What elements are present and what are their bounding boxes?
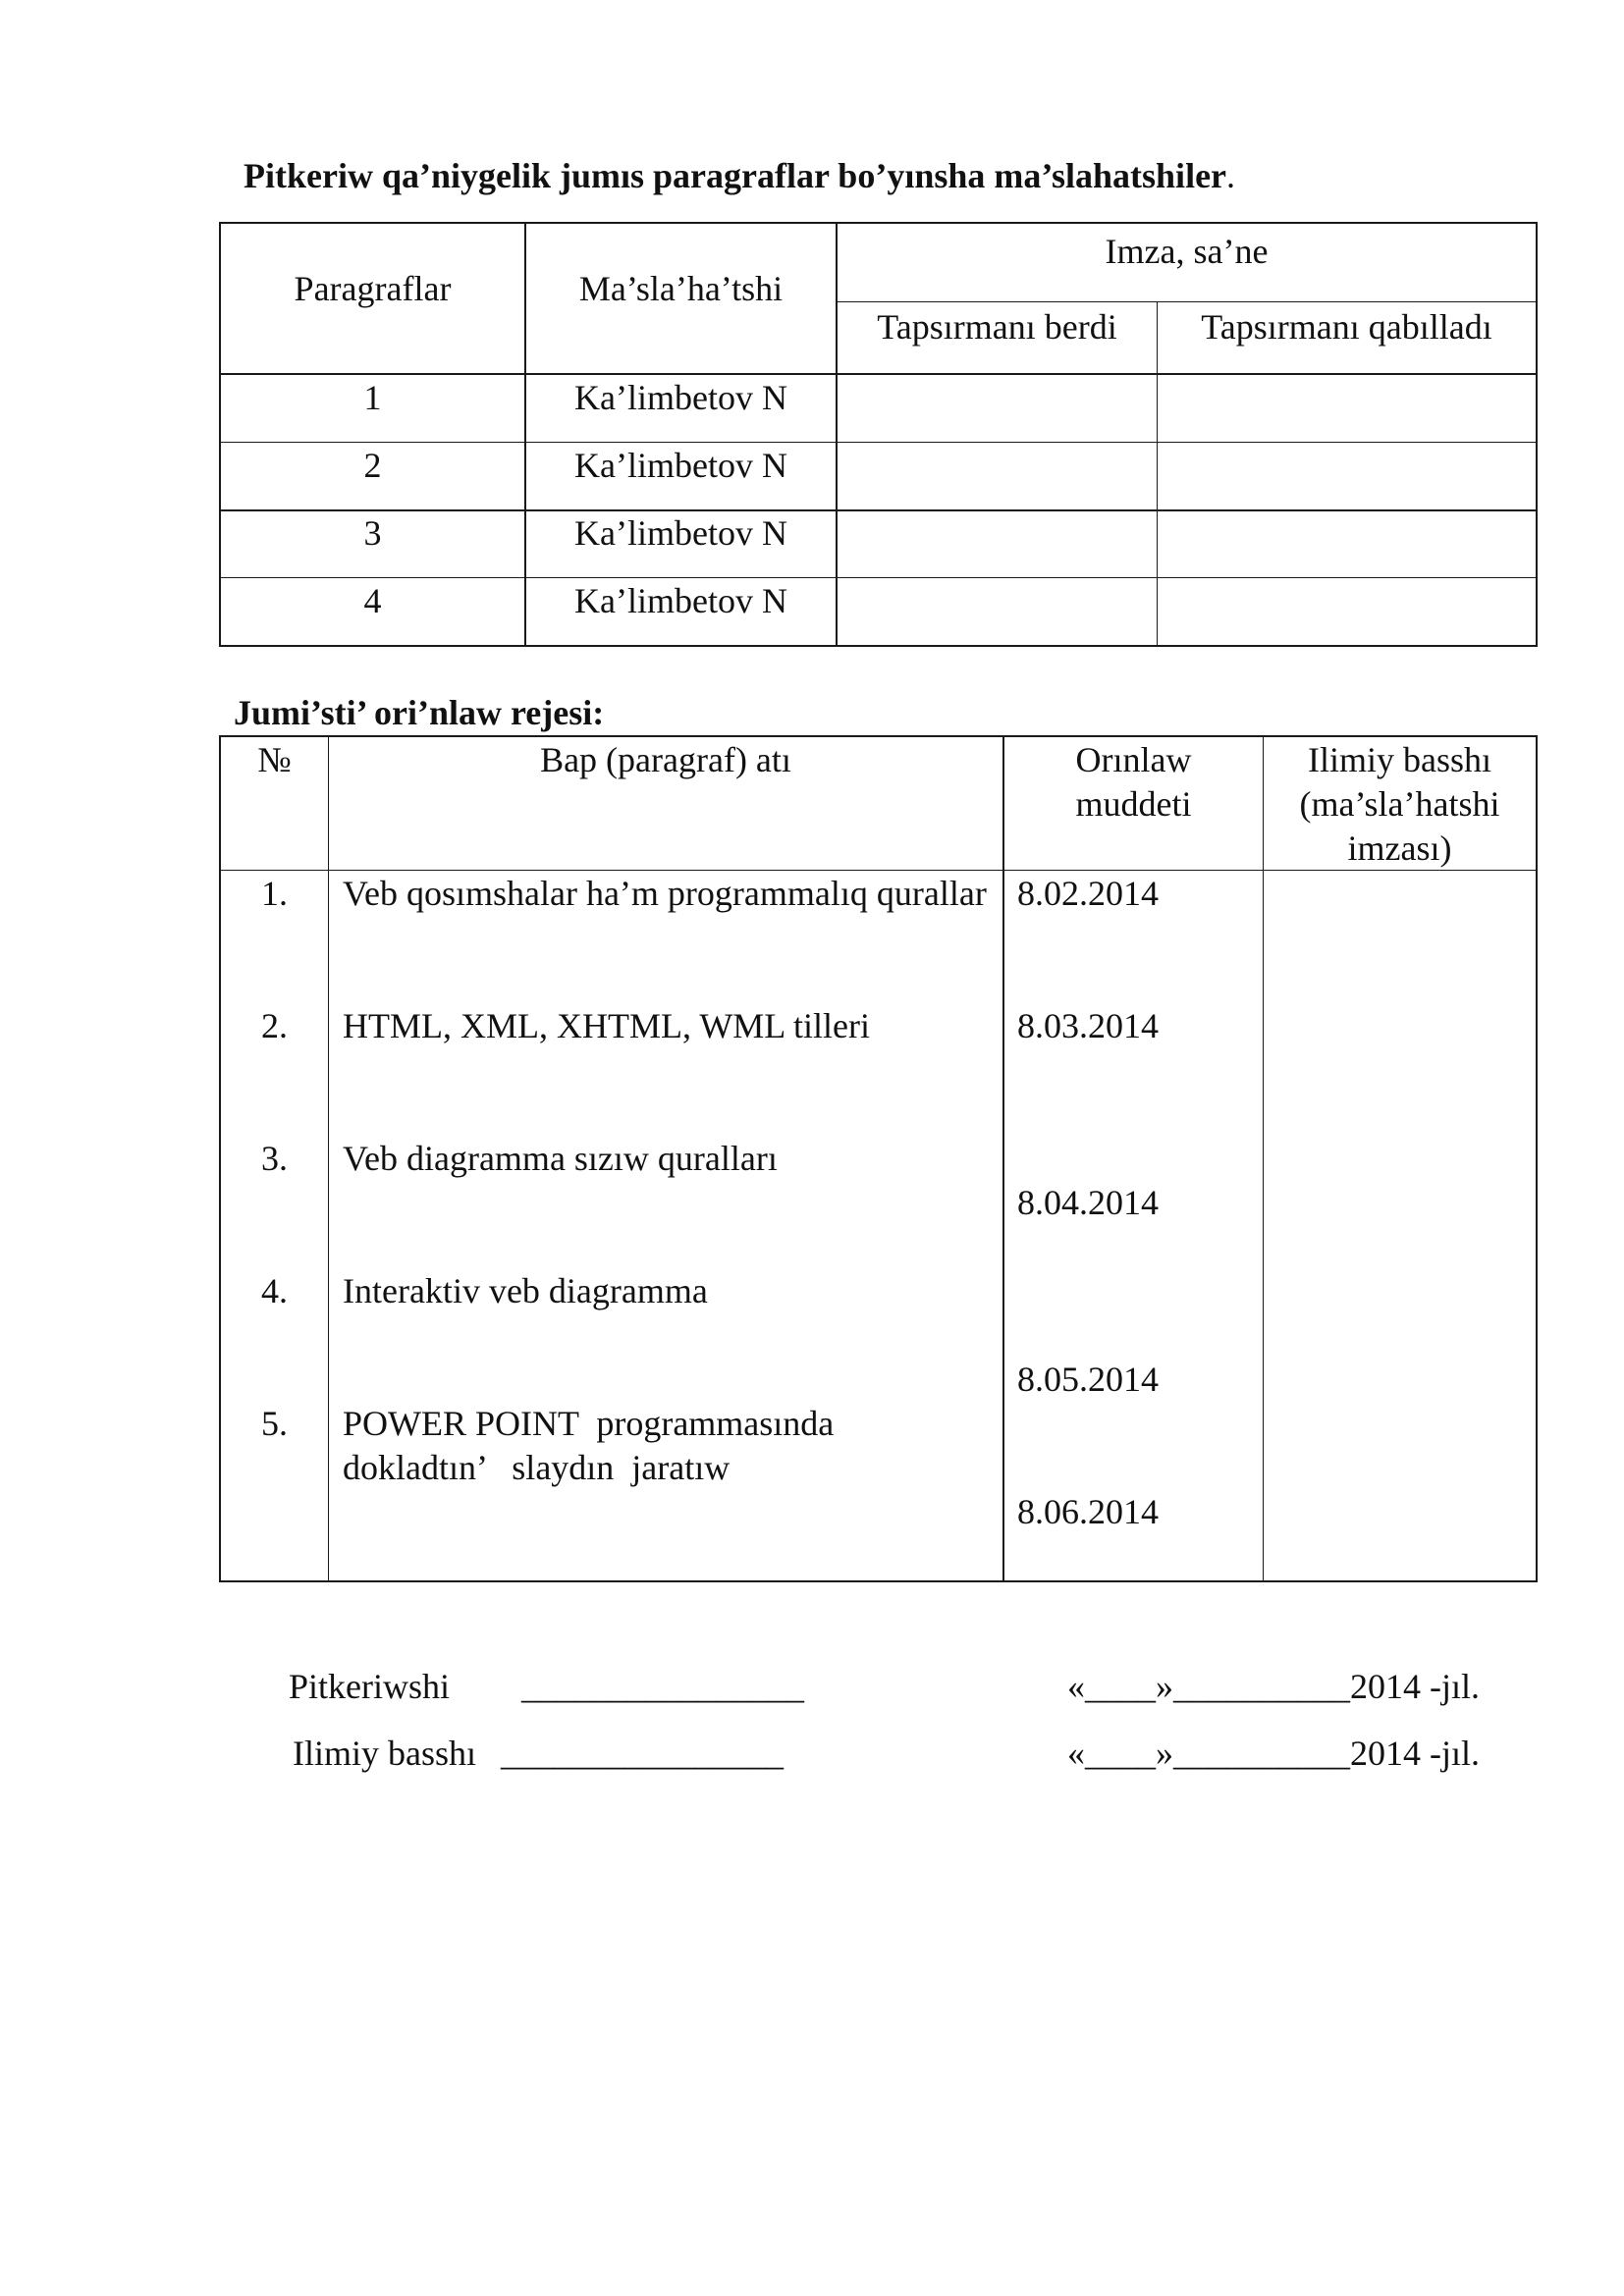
table-row-consultant: Ka’limbetov N xyxy=(574,581,787,620)
supervisor-signature-line: ________________ xyxy=(501,1734,784,1773)
list-item-number: 2. xyxy=(261,1006,288,1045)
list-item-title: HTML, XML, XHTML, WML tilleri xyxy=(343,1006,870,1045)
page-title-period: . xyxy=(1226,156,1236,195)
header-sign-date: Imza, sa’ne xyxy=(1105,232,1269,271)
deadline-date: 8.03.2014 xyxy=(1017,1006,1159,1045)
table-row-num: 2 xyxy=(363,446,382,485)
table-row-num: 4 xyxy=(363,581,382,620)
deadline-date: 8.06.2014 xyxy=(1017,1492,1159,1531)
header-supervisor-line: Ilimiy basshı xyxy=(1308,740,1491,779)
list-item-number: 4. xyxy=(261,1271,288,1310)
header-received: Tapsırmanı qabılladı xyxy=(1201,307,1492,347)
header-chapter-title: Bap (paragraf) atı xyxy=(540,740,791,779)
table-row-num: 1 xyxy=(363,378,382,417)
table-row-consultant: Ka’limbetov N xyxy=(574,513,787,553)
header-deadline-line: Orınlaw xyxy=(1075,740,1192,779)
list-item-title: Veb diagramma sızıw quralları xyxy=(343,1139,778,1178)
table-row-consultant: Ka’limbetov N xyxy=(574,378,787,417)
header-deadline-line: muddeti xyxy=(1075,784,1192,824)
list-item-title-line: dokladtın’ slaydın jaratıw xyxy=(343,1448,731,1487)
list-item-number: 1. xyxy=(261,874,288,913)
plan-heading: Jumi’sti’ ori’nlaw rejesi: xyxy=(234,693,605,732)
table-row-consultant: Ka’limbetov N xyxy=(574,446,787,485)
header-supervisor-line: imzası) xyxy=(1347,828,1452,868)
header-supervisor xyxy=(1264,738,1536,871)
list-item-number: 3. xyxy=(261,1139,288,1178)
page-title xyxy=(244,155,1235,196)
list-item-title: Interaktiv veb diagramma xyxy=(343,1271,708,1310)
list-item-title: Veb qosımshalar ha’m programmalıq qurallar xyxy=(343,874,987,913)
list-item-number: 5. xyxy=(261,1404,288,1443)
header-paragraflar: Paragraflar xyxy=(294,269,452,308)
header-deadline xyxy=(1004,738,1263,827)
list-item-title-line: POWER POINT programmasında xyxy=(343,1404,835,1443)
student-date-line: «____»__________2014 -jıl. xyxy=(1067,1667,1480,1706)
header-gave: Tapsırmanı berdi xyxy=(877,307,1117,347)
page-title-text: Pitkeriw qa’niygelik jumıs paragraflar bo’yınsha ma’slahatshiler xyxy=(244,156,1227,195)
header-consultant: Ma’sla’ha’tshi xyxy=(578,269,784,308)
supervisor-date-line: «____»__________2014 -jıl. xyxy=(1067,1734,1480,1773)
header-number: № xyxy=(257,740,292,779)
list-item-title xyxy=(343,1402,989,1490)
deadline-date: 8.02.2014 xyxy=(1017,874,1159,913)
table-row-num: 3 xyxy=(363,513,382,553)
deadline-date: 8.05.2014 xyxy=(1017,1360,1159,1399)
student-signature-line: ________________ xyxy=(521,1667,804,1706)
student-label: Pitkeriwshi xyxy=(289,1667,451,1706)
header-supervisor-line: (ma’sla’hatshi xyxy=(1299,784,1500,824)
deadline-date: 8.04.2014 xyxy=(1017,1183,1159,1222)
supervisor-label: Ilimiy basshı xyxy=(293,1734,476,1773)
